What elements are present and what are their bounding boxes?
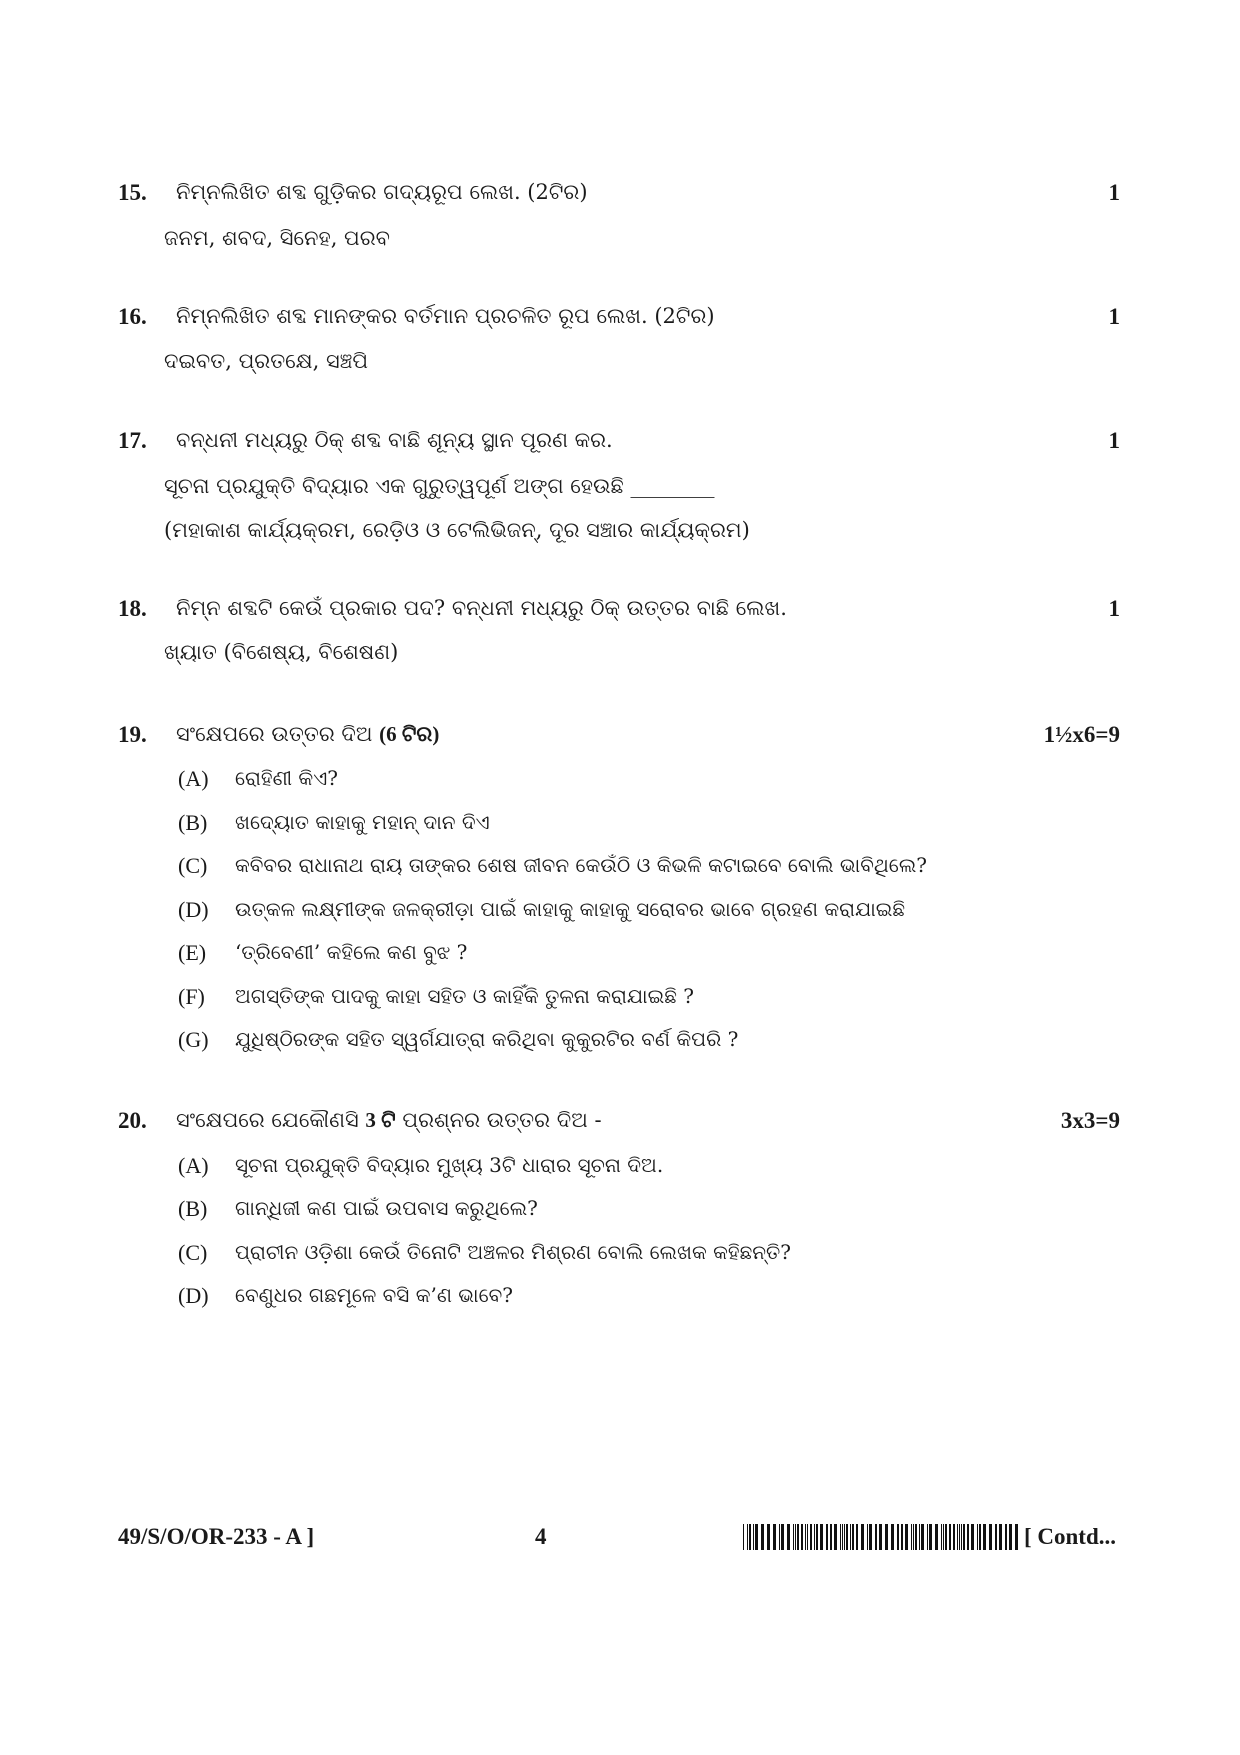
option-text: ଯୁଧିଷ୍ଠିରଙ୍କ ସହିତ ସ୍ୱର୍ଗଯାତ୍ରା କରିଥିବା କୁକୁରଟିର ବର୍ଣ କିପରି ? (235, 1027, 739, 1051)
page-number: 4 (535, 1524, 547, 1549)
question-marks: 1½x6=9 (1043, 722, 1120, 747)
question-text: ନିମ୍ନଲିଖିତ ଶବ୍ଦ ଗୁଡ଼ିକର ଗଦ୍ୟରୂପ ଲେଖ. (2ଟିର) (176, 180, 588, 204)
continued-label: [ Contd... (1024, 1524, 1117, 1549)
question-text (176, 722, 439, 747)
question-text-end: ପ୍ରଶ୍ନର ଉତ୍ତର ଦିଅ - (402, 1108, 602, 1132)
option-label: (D) (178, 1283, 209, 1308)
question-text (176, 1108, 602, 1133)
option-text: ପ୍ରାଚୀନ ଓଡ଼ିଶା କେଉଁ ତିନୋଟି ଅଞ୍ଚଳର ମିଶ୍ରଣ ବୋଲି ଲେଖକ କହିଛନ୍ତି? (235, 1240, 792, 1264)
option-label: (A) (178, 1153, 209, 1178)
option-text: ଅଗସ୍ତିଙ୍କ ପାଦକୁ କାହା ସହିତ ଓ କାହିଁକି ତୁଳନା କରାଯାଇଛି ? (235, 984, 695, 1008)
barcode-image (743, 1524, 1020, 1550)
question-number: 18. (118, 596, 147, 621)
question-text-main: ସଂକ୍ଷେପରେ ଉତ୍ତର ଦିଅ (176, 722, 373, 746)
question-number: 19. (118, 722, 147, 747)
question-marks: 1 (1108, 428, 1120, 453)
question-marks: 3x3=9 (1060, 1108, 1120, 1133)
option-text: ‘ତ୍ରିବେଣୀ’ କହିଲେ କଣ ବୁଝ ? (235, 940, 468, 964)
question-17-line-2: (ମହାକାଶ କାର୍ଯ୍ୟକ୍ରମ, ରେଡ଼ିଓ ଓ ଟେଲିଭିଜନ୍, ଦୂର ସଞ୍ଚାର କାର୍ଯ୍ୟକ୍ରମ) (164, 518, 750, 542)
option-text: ଉତ୍କଳ ଲକ୍ଷ୍ମୀଙ୍କ ଜଳକ୍ରୀଡ଼ା ପାଇଁ କାହାକୁ କାହାକୁ ସରୋବର ଭାବେ ଗ୍ରହଣ କରାଯାଇଛି (235, 897, 906, 921)
option-text: କବିବର ରାଧାନାଥ ରାୟ ତାଙ୍କର ଶେଷ ଜୀବନ କେଉଁଠି ଓ କିଭଳି କଟାଇବେ ବୋଲି ଭାବିଥିଲେ? (235, 853, 927, 877)
question-15-line-1: ଜନମ, ଶବଦ, ସିନେହ, ପରବ (164, 226, 391, 250)
option-label: (B) (178, 1196, 208, 1221)
question-16-line-1: ଦଇବତ, ପ୍ରତକ୍ଷେ, ସଞ୍ଚପି (164, 349, 369, 373)
option-label: (G) (178, 1027, 209, 1052)
option-label: (D) (178, 897, 209, 922)
paper-code: 49/S/O/OR-233 - A ] (118, 1524, 315, 1549)
question-text-bold: (6 ଟିର) (379, 722, 440, 746)
question-marks: 1 (1108, 180, 1120, 205)
option-text: ସୂଚନା ପ୍ରଯୁକ୍ତି ବିଦ୍ୟାର ମୁଖ୍ୟ 3ଟି ଧାରାର ସୂଚନା ଦିଅ. (235, 1153, 664, 1177)
option-label: (A) (178, 766, 209, 791)
option-text: ବେଣୁଧର ଗଛମୂଳେ ବସି କ’ଣ ଭାବେ? (235, 1283, 513, 1307)
option-label: (F) (178, 984, 205, 1009)
question-number: 16. (118, 304, 147, 329)
option-text: ଗାନ୍ଧିଜୀ କଣ ପାଇଁ ଉପବାସ କରୁଥିଲେ? (235, 1196, 538, 1220)
question-text: ନିମ୍ନ ଶବ୍ଦଟି କେଉଁ ପ୍ରକାର ପଦ? ବନ୍ଧନୀ ମଧ୍ୟରୁ ଠିକ୍ ଉତ୍ତର ବାଛି ଲେଖ. (176, 596, 787, 620)
question-marks: 1 (1108, 304, 1120, 329)
option-label: (B) (178, 810, 208, 835)
question-marks: 1 (1108, 596, 1120, 621)
question-18-line-1: ଖ୍ୟାତ (ବିଶେଷ୍ୟ, ବିଶେଷଣ) (164, 640, 399, 664)
question-text: ନିମ୍ନଲିଖିତ ଶବ୍ଦ ମାନଙ୍କର ବର୍ତମାନ ପ୍ରଚଳିତ ରୂପ ଲେଖ. (2ଟିର) (176, 304, 715, 328)
option-label: (C) (178, 1240, 208, 1265)
question-number: 15. (118, 180, 147, 205)
question-text-main: ସଂକ୍ଷେପରେ ଯେକୌଣସି (176, 1108, 359, 1132)
option-label: (C) (178, 853, 208, 878)
question-text-bold: 3 ଟି (365, 1108, 396, 1132)
option-text: ରୋହିଣୀ କିଏ? (235, 766, 338, 790)
question-text: ବନ୍ଧନୀ ମଧ୍ୟରୁ ଠିକ୍ ଶବ୍ଦ ବାଛି ଶୂନ୍ୟ ସ୍ଥାନ ପୂରଣ କର. (176, 428, 613, 452)
option-text: ଖଦ୍ୟୋତ କାହାକୁ ମହାନ୍ ଦାନ ଦିଏ (235, 810, 490, 834)
question-number: 17. (118, 428, 147, 453)
question-number: 20. (118, 1108, 147, 1133)
question-17-line-1: ସୂଚନା ପ୍ରଯୁକ୍ତି ବିଦ୍ୟାର ଏକ ଗୁରୁତ୍ୱପୂର୍ଣ ଅଙ୍ଗ ହେଉଛି ________ (164, 474, 715, 498)
option-label: (E) (178, 940, 207, 965)
